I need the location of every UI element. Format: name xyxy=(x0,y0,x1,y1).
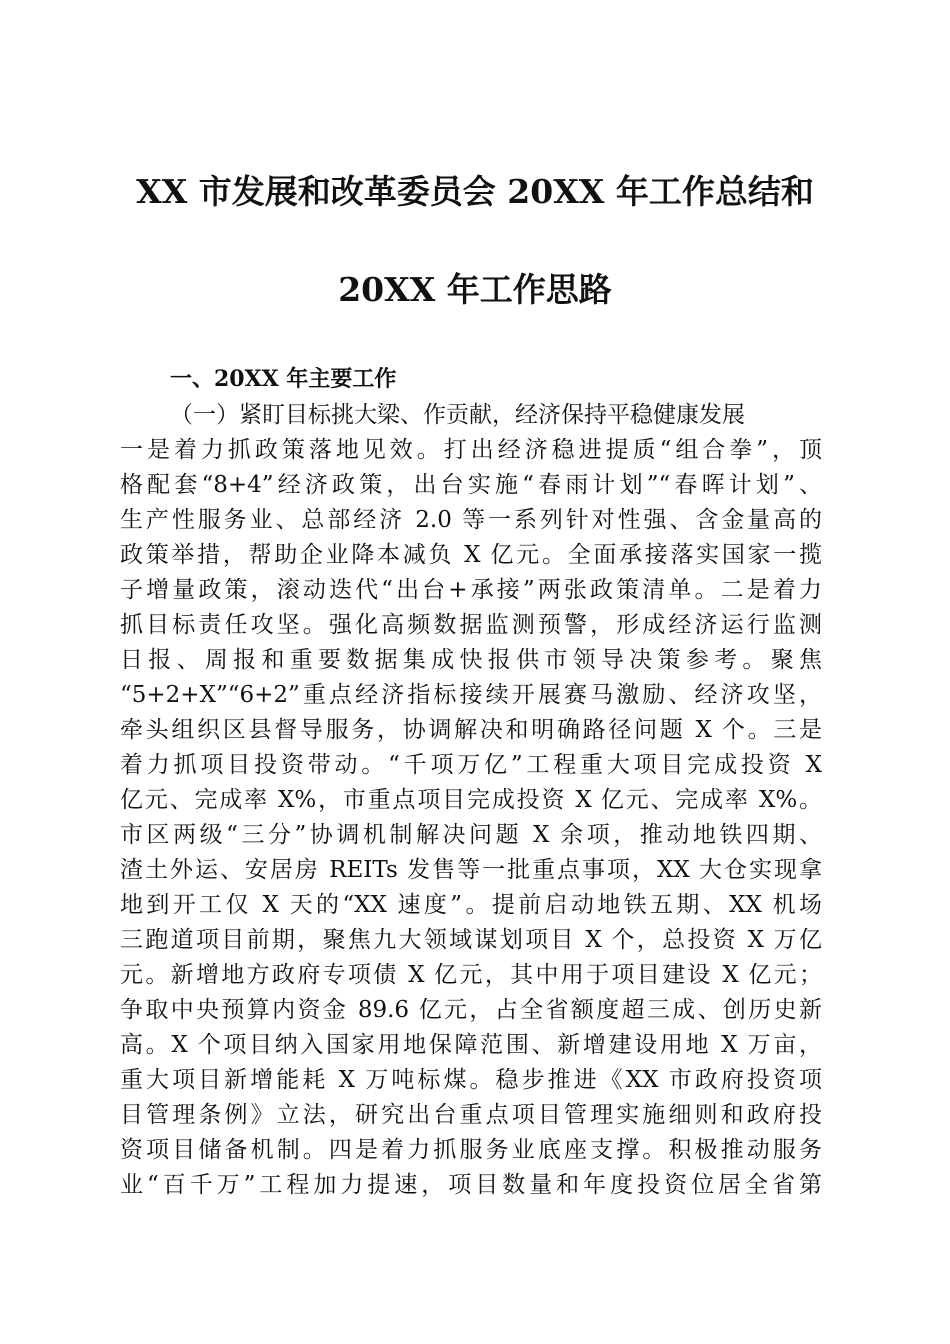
body-line: 着力抓项目投资带动。“千项万亿”工程重大项目完成投资 X xyxy=(120,752,822,778)
body-line: 子增量政策，滚动迭代“出台+承接”两张政策清单。二是着力 xyxy=(120,577,822,603)
body-line: 日报、周报和重要数据集成快报供市领导决策参考。聚焦 xyxy=(120,647,822,673)
document-title-line-2: 20XX 年工作思路 xyxy=(338,270,612,309)
body-line: 三跑道项目前期，聚焦九大领域谋划项目 X 个，总投资 X 万亿 xyxy=(120,927,822,953)
body-line: 政策举措，帮助企业降本减负 X 亿元。全面承接落实国家一揽 xyxy=(120,542,822,568)
body-line: 格配套“8+4”经济政策，出台实施“春雨计划”“春晖计划”、 xyxy=(120,472,822,498)
body-line: 市区两级“三分”协调机制解决问题 X 余项，推动地铁四期、 xyxy=(120,822,822,848)
body-line: 一是着力抓政策落地见效。打出经济稳进提质“组合拳”，顶 xyxy=(120,437,822,463)
body-line: 重大项目新增能耗 X 万吨标煤。稳步推进《XX 市政府投资项 xyxy=(120,1067,822,1093)
document-title-line-1: XX 市发展和改革委员会 20XX 年工作总结和 xyxy=(136,172,814,211)
body-line: “5+2+X”“6+2”重点经济指标接续开展赛马激励、经济攻坚， xyxy=(120,682,822,708)
body-line: 高。X 个项目纳入国家用地保障范围、新增建设用地 X 万亩， xyxy=(120,1032,822,1058)
body-line: （一）紧盯目标挑大梁、作贡献，经济保持平稳健康发展 xyxy=(170,402,745,428)
section-heading: 一、20XX 年主要工作 xyxy=(170,366,397,392)
body-line: 目管理条例》立法，研究出台重点项目管理实施细则和政府投 xyxy=(120,1102,822,1128)
body-line: 争取中央预算内资金 89.6 亿元，占全省额度超三成、创历史新 xyxy=(120,997,822,1023)
body-line: 业“百千万”工程加力提速，项目数量和年度投资位居全省第 xyxy=(120,1172,822,1198)
body-line: 生产性服务业、总部经济 2.0 等一系列针对性强、含金量高的 xyxy=(120,507,822,533)
body-line: 抓目标责任攻坚。强化高频数据监测预警，形成经济运行监测 xyxy=(120,612,822,638)
body-line: 资项目储备机制。四是着力抓服务业底座支撑。积极推动服务 xyxy=(120,1137,822,1163)
body-line: 地到开工仅 X 天的“XX 速度”。提前启动地铁五期、XX 机场 xyxy=(120,892,822,918)
body-line: 元。新增地方政府专项债 X 亿元，其中用于项目建设 X 亿元； xyxy=(120,962,822,988)
body-line: 亿元、完成率 X%，市重点项目完成投资 X 亿元、完成率 X%。 xyxy=(120,787,822,813)
body-line: 牵头组织区县督导服务，协调解决和明确路径问题 X 个。三是 xyxy=(120,717,822,743)
body-line: 渣土外运、安居房 REITs 发售等一批重点事项，XX 大仓实现拿 xyxy=(120,857,822,883)
